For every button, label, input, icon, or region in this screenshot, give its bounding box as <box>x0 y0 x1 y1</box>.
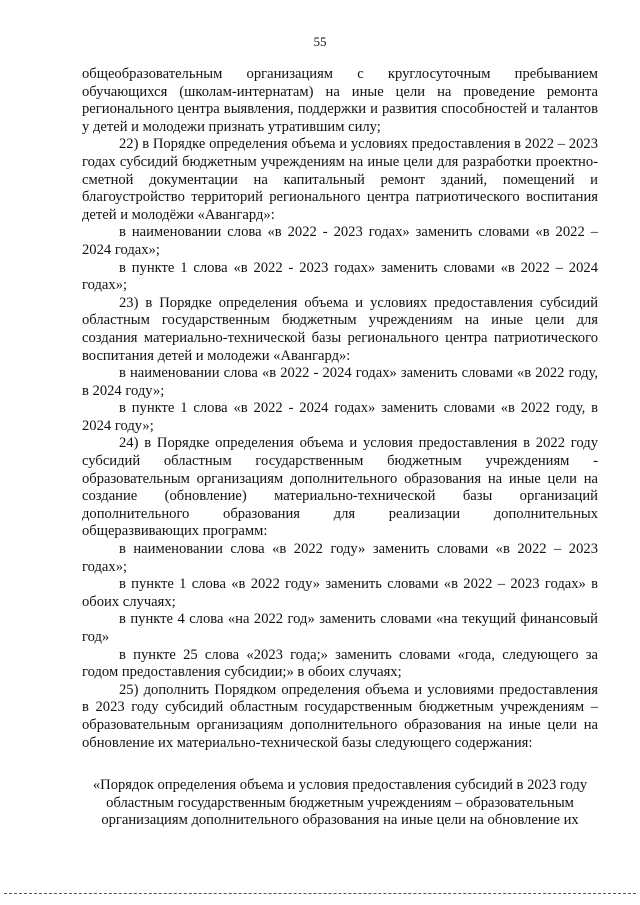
paragraph: в наименовании слова «в 2022 - 2023 годах» заменить словами «в 2022 – 2024 годах»; <box>82 224 598 258</box>
paragraph: 23) в Порядке определения объема и условиях предоставления субсидий областным государственным бюджетным учреждениям на иные цели для создания материально-технической базы регионального центра патриотического воспитания детей и молодежи «Авангард»: <box>82 294 598 364</box>
heading-line: областным государственным бюджетным учреждениям – образовательным <box>106 794 574 811</box>
paragraph: общеобразовательным организациям с круглосуточным пребыванием обучающихся (школам-интернатам) на иные цели на проведение ремонта регионального центра выявления, поддержки и развития способностей и талантов у детей и молодежи признать утратившим силу; <box>82 66 598 135</box>
paragraph: в пункте 1 слова «в 2022 году» заменить словами «в 2022 – 2023 годах» в обоих случаях; <box>82 576 598 610</box>
paragraph: 25) дополнить Порядком определения объема и условиями предоставления в 2023 году субсидий областным государственным бюджетным учреждениям – образовательным организациям дополнительного образования на иные цели на обновление их материально-технической базы следующего содержания: <box>82 681 598 751</box>
heading-line: организациям дополнительного образования на иные цели на обновление их <box>101 812 579 829</box>
heading-line: «Порядок определения объема и условия предоставления субсидий в 2023 году <box>92 777 588 793</box>
section-heading <box>70 777 610 830</box>
paragraph: 24) в Порядке определения объема и условия предоставления в 2022 году субсидий областным государственным бюджетным учреждениям - образовательным организациям дополнительного образования на иные цели на создание (обновление) материально-технической базы организаций дополнительного образования для реализации дополнительных общеразвивающих программ: <box>82 435 598 540</box>
document-body <box>82 66 598 752</box>
paragraph: в пункте 25 слова «2023 года;» заменить словами «года, следующего за годом предоставления субсидии;» в обоих случаях; <box>82 646 598 681</box>
paragraph: в пункте 4 слова «на 2022 год» заменить словами «на текущий финансовый год» <box>82 611 598 645</box>
paragraph: в наименовании слова «в 2022 - 2024 годах» заменить словами «в 2022 году, в 2024 году»; <box>82 365 598 399</box>
page-number: 55 <box>313 34 327 49</box>
paragraph: 22) в Порядке определения объема и условиях предоставления в 2022 – 2023 годах субсидий бюджетным учреждениям на иные цели для разработки проектно-сметной документации на капитальный ремонт зданий, помещений и благоустройство территорий регионального центра патриотического воспитания детей и молодёжи «Авангард»: <box>82 136 598 223</box>
paragraph: в наименовании слова «в 2022 году» заменить словами «в 2022 – 2023 годах»; <box>82 541 598 575</box>
paragraph: в пункте 1 слова «в 2022 - 2023 годах» заменить словами «в 2022 – 2024 годах»; <box>82 259 598 294</box>
paragraph: в пункте 1 слова «в 2022 - 2024 годах» заменить словами «в 2022 году, в 2024 году»; <box>82 400 598 434</box>
footer-divider <box>4 893 636 894</box>
